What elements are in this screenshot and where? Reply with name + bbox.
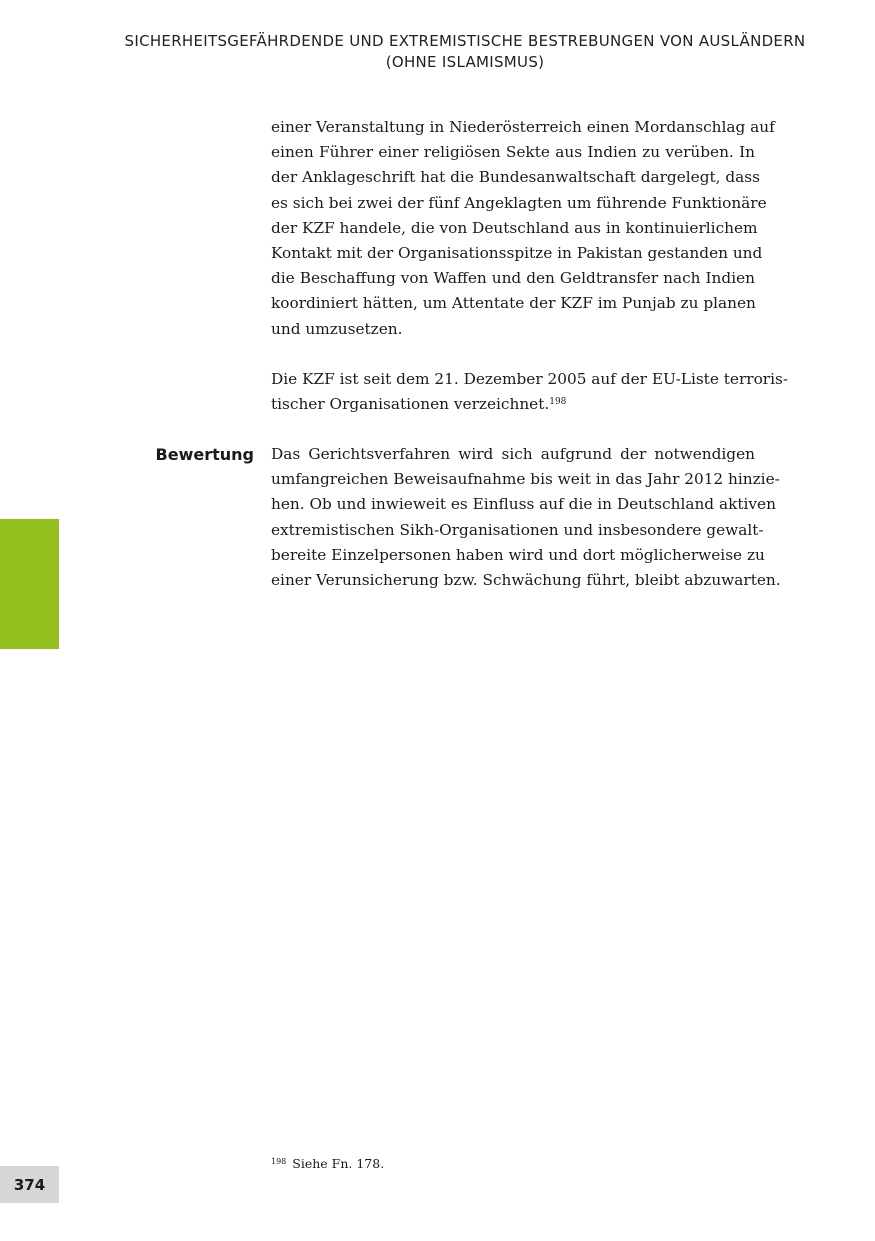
page-number (0, 1166, 59, 1203)
paragraph-line: extremistischen Sikh-Organisationen und insbesondere gewalt- (271, 520, 764, 539)
footnote (271, 1153, 384, 1173)
paragraph-line: die Beschaffung von Waffen und den Geldtransfer nach Indien (271, 269, 755, 288)
paragraph-line: koordiniert hätten, um Attentate der KZF im Punjab zu planen (271, 294, 756, 313)
paragraph-line: umfangreichen Beweisaufnahme bis weit in das Jahr 2012 hinzie- (271, 470, 780, 489)
running-header-line-1: SICHERHEITSGEFÄHRDENDE UND EXTREMISTISCHE BESTREBUNGEN VON AUSLÄNDERN (124, 32, 806, 50)
paragraph-line: Die KZF ist seit dem 21. Dezember 2005 auf der EU-Liste terroris- (271, 370, 789, 388)
assessment-margin-heading: Bewertung (155, 445, 254, 464)
paragraph-line: es sich bei zwei der fünf Angeklagten um führende Funktionäre (271, 193, 767, 212)
paragraph-line (271, 392, 755, 417)
paragraph-line: einen Führer einer religiösen Sekte aus Indien zu verüben. In (271, 143, 755, 162)
paragraph-line: einer Verunsicherung bzw. Schwächung führt, bleibt abzuwarten. (271, 571, 781, 590)
paragraph-line: der KZF handele, die von Deutschland aus in kontinuierlichem (271, 218, 758, 237)
page-number-label: 374 (13, 1175, 46, 1194)
paragraph-line: Das Gerichtsverfahren wird sich aufgrund der notwendigen (271, 445, 755, 463)
footnote-reference[interactable]: 198 (549, 397, 567, 408)
paragraph-trial-details (271, 115, 775, 342)
paragraph-line: einer Veranstaltung in Niederösterreich einen Mordanschlag auf (271, 118, 775, 136)
paragraph-line: und umzusetzen. (271, 319, 403, 338)
paragraph-line: der Anklageschrift hat die Bundesanwaltschaft dargelegt, dass (271, 168, 760, 187)
paragraph-line: bereite Einzelpersonen haben wird und dort möglicherweise zu (271, 545, 765, 564)
paragraph-line-text: tischer Organisationen verzeichnet. (271, 395, 550, 414)
running-header-line-2: (OHNE ISLAMISMUS) (385, 53, 545, 71)
paragraph-eu-terror-list (271, 367, 789, 417)
paragraph-line: Kontakt mit der Organisationsspitze in Pakistan gestanden und (271, 244, 763, 263)
footnote-text: Siehe Fn. 178. (292, 1156, 385, 1171)
paragraph-assessment (271, 442, 781, 593)
footnote-number: 198 (271, 1157, 287, 1166)
running-header (90, 31, 840, 73)
section-color-tab (0, 519, 59, 649)
paragraph-line: hen. Ob und inwieweit es Einfluss auf die in Deutschland aktiven (271, 495, 776, 514)
